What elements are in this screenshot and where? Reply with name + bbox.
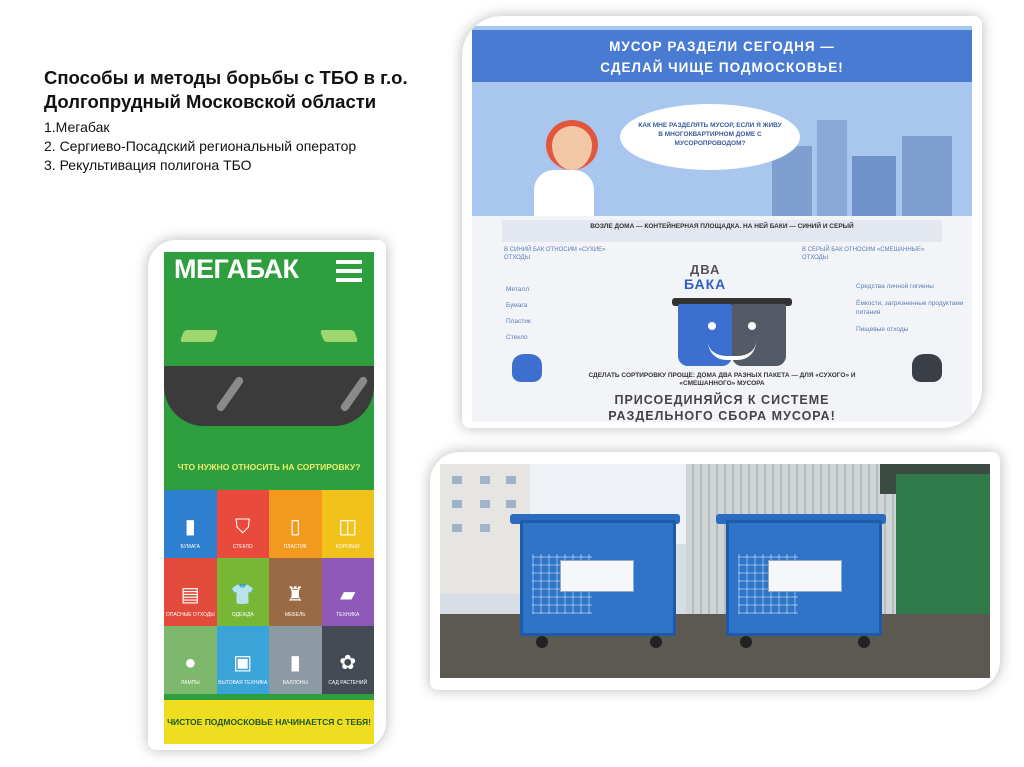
category-tile [322,558,375,626]
category-icon: ▰ [340,584,356,606]
two-bins-label-top: ДВА [690,262,721,277]
city-building [902,136,952,216]
category-tile [164,626,217,694]
poster-footer [472,392,972,422]
category-icon: ♜ [286,584,305,606]
category-icon: 👕 [230,584,256,606]
sunglasses-icon [164,366,374,426]
category-label: САД РАСТЕНИЙ [328,680,368,686]
category-icon: ▮ [184,516,196,538]
blue-bag-icon [512,354,542,382]
bin-eye-icon [748,322,756,330]
category-icon: ✿ [339,652,357,674]
category-label: БЫТОВАЯ ТЕХНИКА [218,680,268,686]
two-bins-label-bottom: БАКА [684,276,727,292]
sorting-question: ЧТО НУЖНО ОТНОСИТЬ НА СОРТИРОВКУ? [177,462,361,472]
category-label: ПЛАСТИК [283,544,307,550]
category-tile [217,490,270,558]
black-bag-icon [912,354,942,382]
girl-body-illustration [534,170,594,216]
category-label: МЕБЕЛЬ [284,612,306,618]
bins-photo [440,464,990,678]
poster-title-line-2: СДЕЛАЙ ЧИЩЕ ПОДМОСКОВЬЕ! [600,60,844,75]
category-label: КОРОБКИ [335,544,360,550]
mixed-waste-list [856,282,966,334]
category-label: ТЕХНИКА [336,612,360,618]
glasses-highlight-icon [320,330,358,342]
poster-footer-line-2: РАЗДЕЛЬНОГО СБОРА МУСОРА! [608,409,836,422]
category-icon: ◫ [338,516,358,538]
city-building [852,156,896,216]
slide-title: Способы и методы борьбы с ТБО в г.о. Долгопрудный Московской области [44,67,408,112]
category-icon: ▣ [233,652,253,674]
dry-item: Металл [506,286,529,293]
category-label: ЛАМПЫ [180,680,200,686]
category-label: ОДЕЖДА [231,612,254,618]
category-label: СТЕКЛО [232,544,253,550]
glasses-highlight-icon [180,330,218,342]
megabak-logo: МЕГАБАК [174,254,299,284]
question-bubble: КАК МНЕ РАЗДЕЛЯТЬ МУСОР, ЕСЛИ Я ЖИВУ В МНОГОКВАРТИРНОМ ДОМЕ С МУСОРОПРОВОДОМ? [620,104,800,170]
apartment-building [440,464,530,594]
category-tile [164,490,217,558]
wheel-icon [858,636,870,648]
container-area-note: ВОЗЛЕ ДОМА — КОНТЕЙНЕРНАЯ ПЛОЩАДКА. НА НЕЙ БАКИ — СИНИЙ И СЕРЫЙ [502,220,942,242]
category-tile [217,558,270,626]
method-item-3: 3. Рекультивация полигона ТБО [44,157,252,173]
city-building [817,120,847,216]
slide-heading [44,66,464,175]
container-sticker [768,560,842,592]
method-item-2: 2. Сергиево-Посадский региональный оператор [44,138,357,154]
mixed-item: Пищевые отходы [856,326,909,333]
category-tile [164,558,217,626]
wheel-icon [536,636,548,648]
category-icon: ● [184,652,197,674]
category-label: БАЛЛОНЫ [282,680,308,686]
category-tile [322,626,375,694]
megabak-app-image [148,240,386,750]
mixed-item: Ёмкости, загрязненные продуктами питания [856,300,964,316]
wheel-icon [740,636,752,648]
girl-illustration [546,120,598,170]
wheel-icon [650,636,662,648]
bins-photo-image [430,452,1000,690]
megabak-footer: ЧИСТОЕ ПОДМОСКОВЬЕ НАЧИНАЕТСЯ С ТЕБЯ! [164,700,374,744]
dry-item: Бумага [506,302,528,309]
container-sticker [560,560,634,592]
category-tile [217,626,270,694]
dry-item: Стекло [506,334,528,341]
category-icon: ▤ [180,584,200,606]
sorting-poster-image [462,16,982,428]
poster-title-banner [472,30,972,82]
category-label: БУМАГА [180,544,201,550]
mixed-item: Средства личной гигиены [856,283,934,290]
bags-tip: СДЕЛАТЬ СОРТИРОВКУ ПРОЩЕ: ДОМА ДВА РАЗНЫХ ПАКЕТА — ДЛЯ «СУХОГО» И «СМЕШАННОГО» МУСОРА [588,372,856,387]
method-item-1: 1.Мегабак [44,119,110,135]
category-icon: ⛉ [235,516,251,538]
category-tile [269,626,322,694]
method-list [44,118,464,175]
dry-item: Пластик [506,318,531,325]
bin-eye-icon [708,322,716,330]
blue-bin-caption: В СИНИЙ БАК ОТНОСИМ «СУХИЕ» ОТХОДЫ [504,247,606,261]
dry-waste-list [506,282,566,346]
megabak-screen [164,252,374,744]
category-label: ОПАСНЫЕ ОТХОДЫ [165,612,215,618]
poster-canvas [472,26,972,422]
category-tile [322,490,375,558]
poster-footer-line-1: ПРИСОЕДИНЯЙСЯ К СИСТЕМЕ [614,393,830,407]
category-grid [164,490,374,694]
category-icon: ▮ [289,652,301,674]
gray-bin-caption: В СЕРЫЙ БАК ОТНОСИМ «СМЕШАННЫЕ» ОТХОДЫ [802,247,925,261]
poster-title-line-1: МУСОР РАЗДЕЛИ СЕГОДНЯ — [609,39,835,54]
hamburger-menu-icon [336,260,362,282]
category-tile [269,490,322,558]
category-icon: ▯ [289,516,301,538]
category-tile [269,558,322,626]
